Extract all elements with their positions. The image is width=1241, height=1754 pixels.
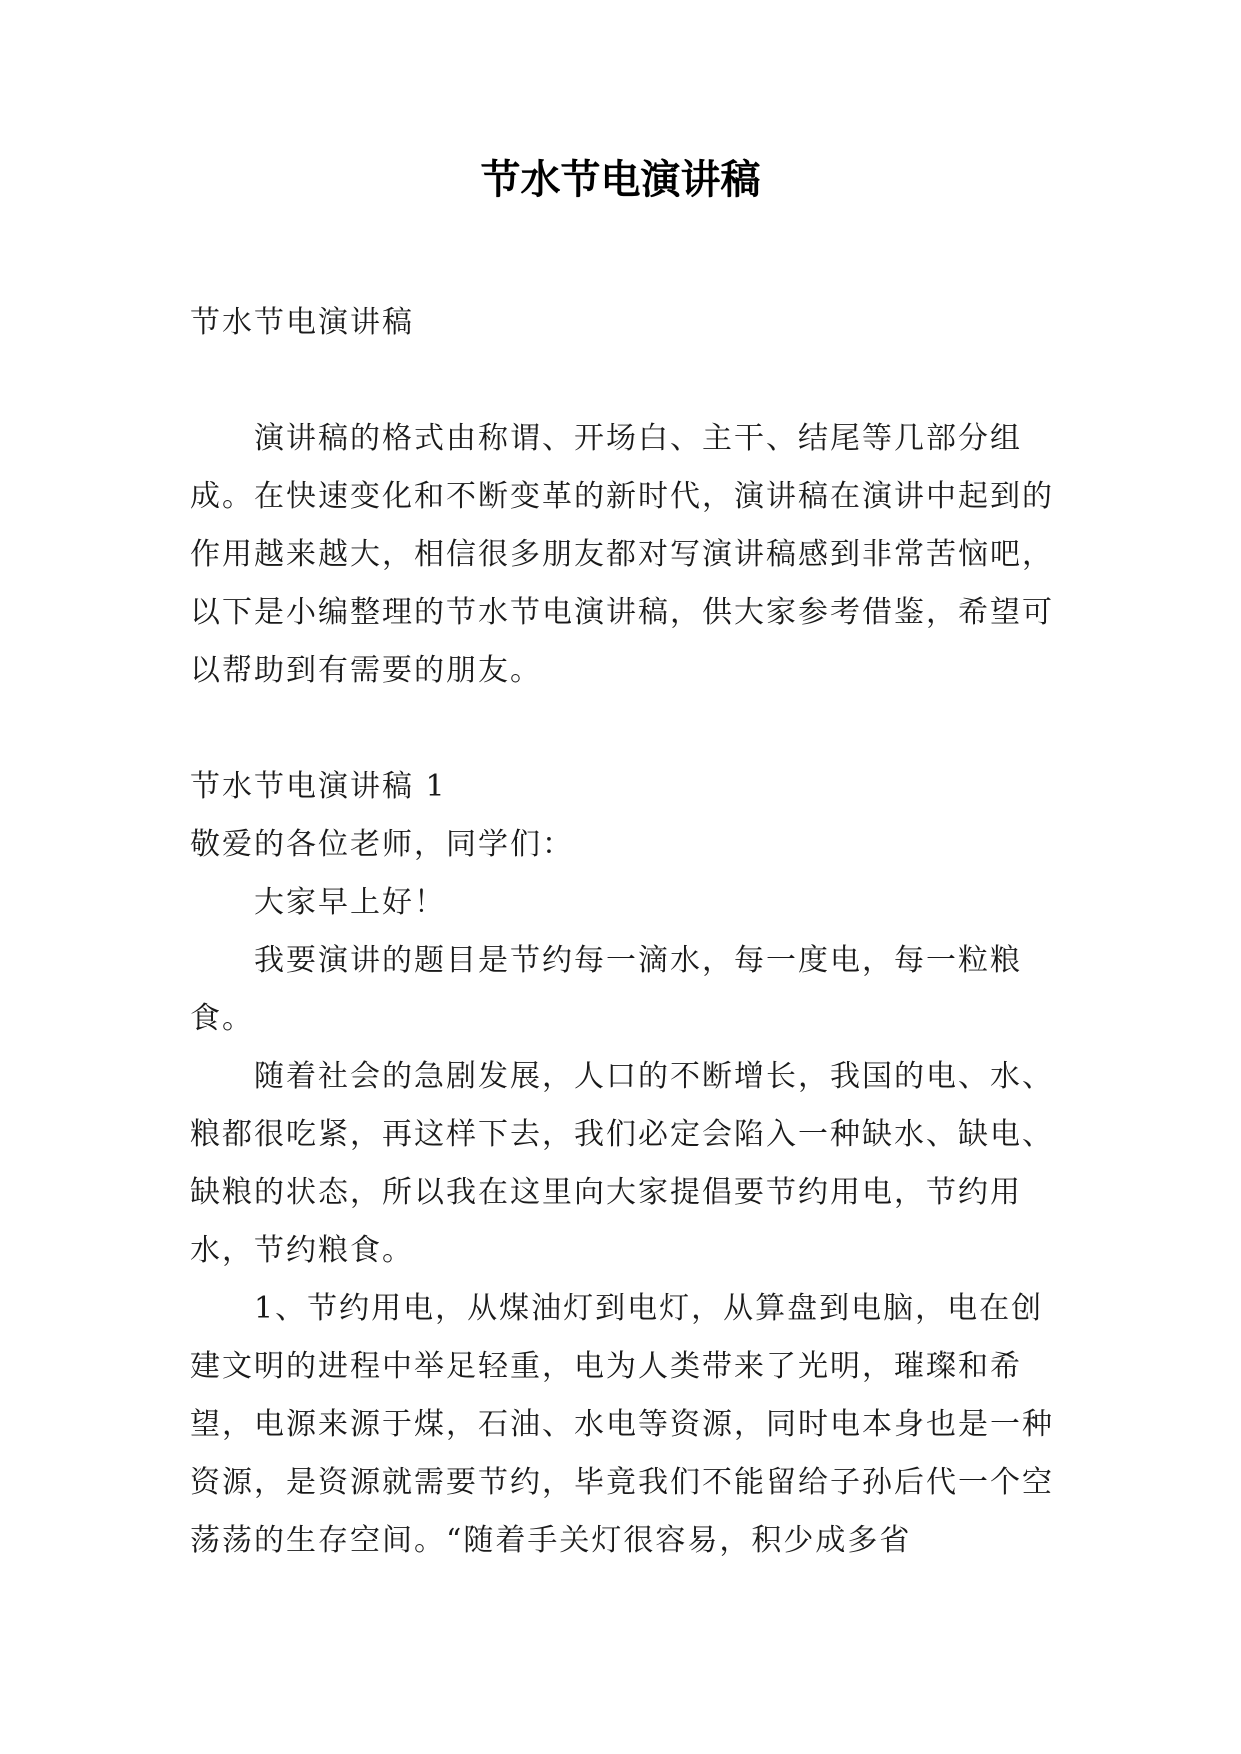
document-title: 节水节电演讲稿 [480,156,761,203]
document-subtitle: 节水节电演讲稿 [190,305,414,340]
body-paragraph: 随着社会的急剧发展，人口的不断增长，我国的电、水、粮都很吃紧，再这样下去，我们必定会陷入一种缺水、缺电、缺粮的状态，所以我在这里向大家提倡要节约用电，节约用水，节约粮食。 [190,1059,1054,1268]
greeting: 大家早上好！ [254,885,446,920]
body-paragraph: 我要演讲的题目是节约每一滴水，每一度电，每一粒粮食。 [190,943,1022,1036]
document-body [190,294,1062,1570]
spacer [190,352,1062,410]
salutation: 敬爱的各位老师，同学们： [190,827,574,862]
body-paragraph: 1、节约用电，从煤油灯到电灯，从算盘到电脑，电在创建文明的进程中举足轻重，电为人类带来了光明，璀璨和希望，电源来源于煤，石油、水电等资源，同时电本身也是一种资源，是资源就需要节约，毕竟我们不能留给子孙后代一个空荡荡的生存空间。“随着手关灯很容易，积少成多省 [190,1291,1054,1558]
spacer [190,700,1062,758]
intro-paragraph: 演讲稿的格式由称谓、开场白、主干、结尾等几部分组成。在快速变化和不断变革的新时代，演讲稿在演讲中起到的作用越来越大，相信很多朋友都对写演讲稿感到非常苦恼吧，以下是小编整理的节水节电演讲稿，供大家参考借鉴，希望可以帮助到有需要的朋友。 [190,421,1054,688]
section-heading: 节水节电演讲稿 1 [190,769,447,804]
